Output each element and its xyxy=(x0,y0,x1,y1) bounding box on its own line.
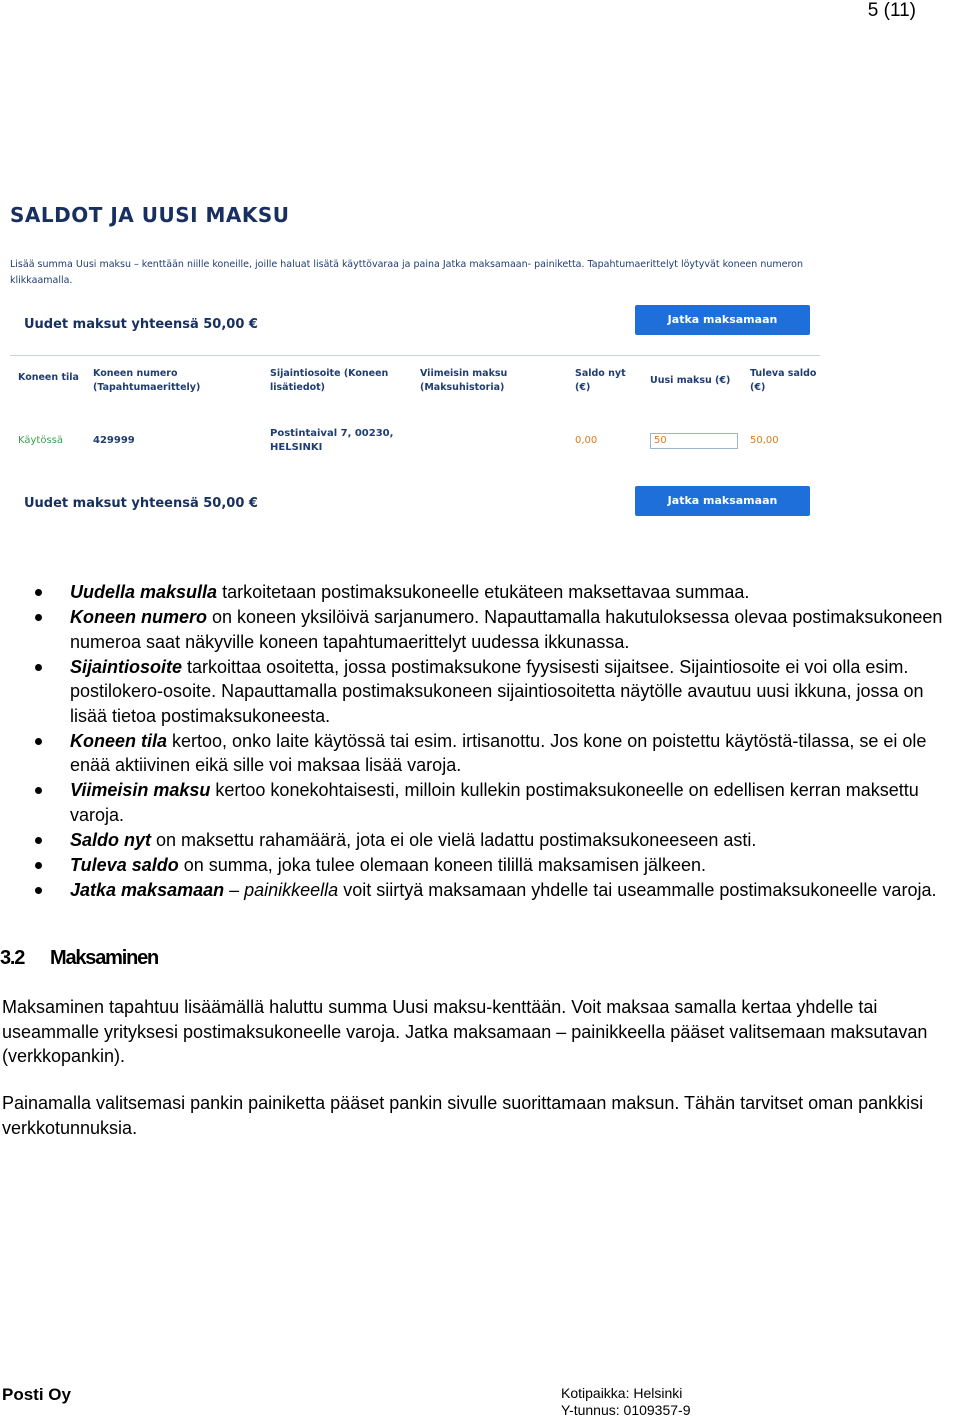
header-address-line2: lisätiedot) xyxy=(270,382,326,393)
header-address[interactable] xyxy=(270,367,388,395)
divider xyxy=(10,355,820,356)
paragraph: Maksaminen tapahtuu lisäämällä haluttu summa Uusi maksu-kenttään. Voit maksaa samalla kertaa yhdelle tai useammalle yrityksesi postimaksukoneelle varoja. Jatka maksamaan – painikkeella pääset valitsemaan maksutavan (verkkopankin). xyxy=(2,997,928,1066)
header-future-balance xyxy=(750,367,816,395)
header-last-payment[interactable] xyxy=(420,367,507,395)
list-item: Koneen numero on koneen yksilöivä sarjanumero. Napauttamalla hakutuloksessa olevaa postimaksukoneen numeroa saat näkyville koneen tapahtumaerittelyt uudessa ikkunassa. xyxy=(0,605,960,654)
header-machine-number-line1: Koneen numero xyxy=(93,368,178,379)
row-address-line2: HELSINKI xyxy=(270,442,323,453)
continue-payment-button-top[interactable]: Jatka maksamaan xyxy=(635,305,810,335)
continue-payment-button-bottom[interactable]: Jatka maksamaan xyxy=(635,486,810,516)
list-item: Saldo nyt on maksettu rahamäärä, jota ei ole vielä ladattu postimaksukoneeseen asti. xyxy=(0,828,960,853)
list-item: Koneen tila kertoo, onko laite käytössä tai esim. irtisanottu. Jos kone on poistettu käytöstä-tilassa, se ei ole enää aktiivinen eikä sille voi maksaa lisää varoja. xyxy=(0,729,960,778)
header-future-balance-line2: (€) xyxy=(750,382,766,393)
header-machine-number[interactable] xyxy=(93,367,200,395)
total-new-payments-bottom: Uudet maksut yhteensä 50,00 € xyxy=(24,496,258,511)
embedded-screenshot xyxy=(10,195,820,525)
row-address[interactable] xyxy=(270,427,393,455)
footer-domicile: Kotipaikka: Helsinki xyxy=(561,1385,683,1401)
header-new-payment: Uusi maksu (€) xyxy=(650,375,731,386)
bullet-icon xyxy=(35,614,42,621)
bullet-icon xyxy=(35,664,42,671)
header-machine-number-line2: (Tapahtumaerittely) xyxy=(93,382,201,393)
header-last-payment-line2: (Maksuhistoria) xyxy=(420,382,505,393)
footer-business-id: Y-tunnus: 0109357-9 xyxy=(561,1402,691,1418)
header-balance-now-line1: Saldo nyt xyxy=(575,368,626,379)
section-number: 3.2 xyxy=(0,947,25,969)
row-balance-now: 0,00 xyxy=(575,435,598,446)
header-last-payment-line1: Viimeisin maksu xyxy=(420,368,508,379)
header-address-line1: Sijaintiosoite (Koneen xyxy=(270,368,389,379)
new-payment-input[interactable]: 50 xyxy=(650,433,738,449)
list-item: Jatka maksamaan – painikkeella voit siirtyä maksamaan yhdelle tai useammalle postimaksukoneelle varoja. xyxy=(0,878,960,903)
list-item: Uudella maksulla tarkoitetaan postimaksukoneelle etukäteen maksettavaa summaa. xyxy=(0,580,960,605)
header-balance-now-line2: (€) xyxy=(575,382,591,393)
footer-company-info xyxy=(561,1385,690,1419)
bullet-icon xyxy=(35,589,42,596)
bullet-icon xyxy=(35,837,42,844)
row-address-line1: Postintaival 7, 00230, xyxy=(270,428,394,439)
list-item: Tuleva saldo on summa, joka tulee olemaan koneen tilillä maksamisen jälkeen. xyxy=(0,853,960,878)
header-future-balance-line1: Tuleva saldo xyxy=(750,368,817,379)
bullet-icon xyxy=(35,738,42,745)
total-new-payments-top: Uudet maksut yhteensä 50,00 € xyxy=(24,317,258,332)
footer-company: Posti Oy xyxy=(2,1385,71,1404)
row-status: Käytössä xyxy=(18,435,64,446)
header-status: Koneen tila xyxy=(18,372,79,383)
list-item: Sijaintiosoite tarkoittaa osoitetta, jossa postimaksukone fyysisesti sijaitsee. Sijaintiosoite ei voi olla esim. postilokero-osoite. Napauttamalla postimaksukoneen sijaintiosoitetta näytölle avautuu uusi ikkuna, jossa on lisää tietoa postimaksukoneesta. xyxy=(0,655,960,729)
paragraph: Painamalla valitsemasi pankin painiketta pääset pankin sivulle suorittamaan maksun. Tähän tarvitset oman pankkisi verkkotunnuksia. xyxy=(2,1093,924,1138)
page-number: 5 (11) xyxy=(867,0,916,21)
screenshot-title: SALDOT JA UUSI MAKSU xyxy=(10,203,290,227)
list-item: Viimeisin maksu kertoo konekohtaisesti, milloin kullekin postimaksukoneelle on edellisen kerran maksettu varoja. xyxy=(0,778,960,827)
bullet-icon xyxy=(35,787,42,794)
row-machine-number[interactable]: 429999 xyxy=(93,435,135,446)
screenshot-intro: Lisää summa Uusi maksu – kenttään niille koneille, joille haluat lisätä käyttövaraa ja paina Jatka maksamaan- painiketta. Tapahtumaerittelyt löytyvät koneen numeron klikkaamalla. xyxy=(10,259,803,286)
row-future-balance: 50,00 xyxy=(750,435,779,446)
section-title: Maksaminen xyxy=(50,947,159,969)
definitions-list xyxy=(0,580,960,903)
bullet-icon xyxy=(35,887,42,894)
header-balance-now xyxy=(575,367,626,395)
section-heading xyxy=(0,947,158,970)
bullet-icon xyxy=(35,862,42,869)
